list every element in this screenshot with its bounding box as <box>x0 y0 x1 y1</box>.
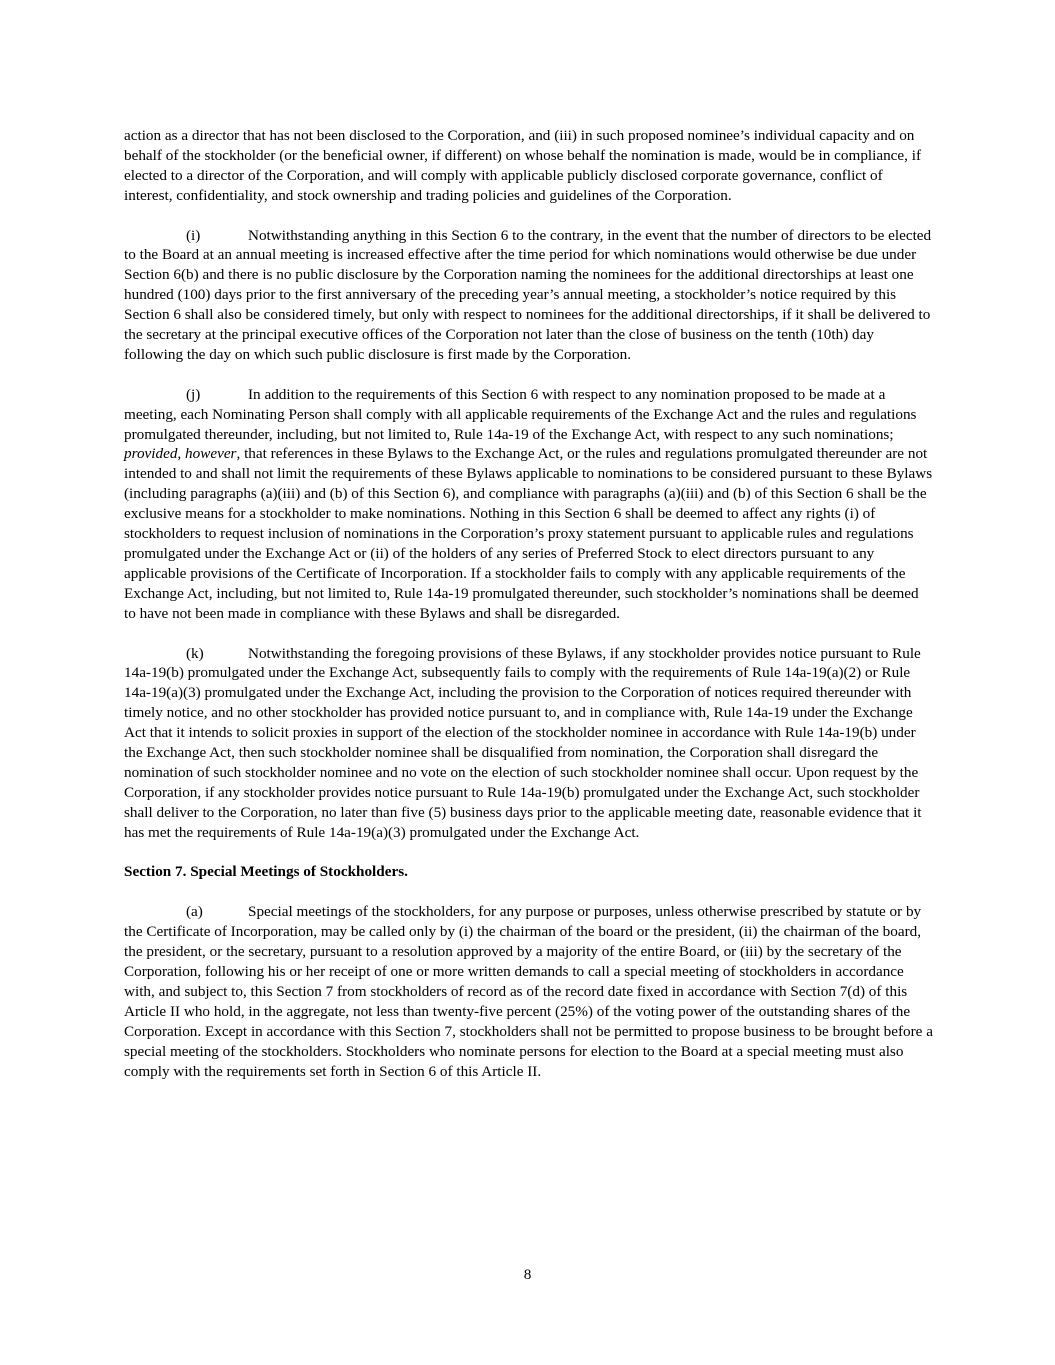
paragraph-label: (a) <box>186 903 203 921</box>
paragraph-label: (j) <box>186 385 201 403</box>
paragraph-text: Notwithstanding the foregoing provisions of these Bylaws, if any stockholder provides notice pursuant to Rule 14a-19(b) promulgated under the Exchange Act, subsequently fails to comply with the requirements of Rule 14a-19(a)(2) or Rule 14a-19(a)(3) promulgated under the Exchange Act, including the provision to the Corporation of notices required thereunder with timely notice, and no other stockholder has provided notice pursuant to, and in compliance with, Rule 14a-19 under the Exchange Act that it intends to solicit proxies in support of the election of the stockholder nominee in accordance with Rule 14a-19(b) under the Exchange Act, then such stockholder nominee shall be disqualified from nomination, the Corporation shall disregard the nomination of such stockholder nominee and no vote on the election of such stockholder nominee shall occur. Upon request by the Corporation, if any stockholder provides notice pursuant to Rule 14a-19(b) promulgated under the Exchange Act, such stockholder shall deliver to the Corporation, no later than five (5) business days prior to the applicable meeting date, reasonable evidence that it has met the requirements of Rule 14a-19(a)(3) promulgated under the Exchange Act. <box>124 644 922 841</box>
paragraph-i <box>124 226 934 365</box>
paragraph-7a <box>124 902 934 1081</box>
paragraph-label: (k) <box>186 644 204 662</box>
section-heading: Section 7. Special Meetings of Stockholders. <box>124 863 408 881</box>
paragraph-continuation: action as a director that has not been disclosed to the Corporation, and (iii) in such proposed nominee’s individual capacity and on behalf of the stockholder (or the beneficial owner, if different) on whose behalf the nomination is made, would be in compliance, if elected to a director of the Corporation, and will comply with applicable publicly disclosed corporate governance, conflict of interest, confidentiality, and stock ownership and trading policies and guidelines of the Corporation. <box>124 127 922 204</box>
paragraph-text: Notwithstanding anything in this Section 6 to the contrary, in the event that the number of directors to be elected to the Board at an annual meeting is increased effective after the time period for which nominations would otherwise be due under Section 6(b) and there is no public disclosure by the Corporation naming the nominees for the additional directorships at least one hundred (100) days prior to the first anniversary of the preceding year’s annual meeting, a stockholder’s notice required by this Section 6 shall also be considered timely, but only with respect to nominees for the additional directorships, if it shall be delivered to the secretary at the principal executive offices of the Corporation not later than the close of business on the tenth (10th) day following the day on which such public disclosure is first made by the Corporation. <box>124 226 932 363</box>
paragraph-italic-text: provided, however <box>124 445 237 463</box>
paragraph-label: (i) <box>186 226 201 244</box>
paragraph-text: In addition to the requirements of this Section 6 with respect to any nomination proposed to be made at a meeting, each Nominating Person shall comply with all applicable requirements of the Exchange Act and the rules and regulations promulgated thereunder, including, but not limited to, Rule 14a-19 of the Exchange Act, with respect to any such nominations; <box>124 385 917 443</box>
paragraph-k <box>124 644 934 843</box>
paragraph-j <box>124 385 934 624</box>
document-page <box>124 126 934 1101</box>
page-number: 8 <box>523 1266 532 1283</box>
paragraph-text: Special meetings of the stockholders, for any purpose or purposes, unless otherwise prescribed by statute or by the Certificate of Incorporation, may be called only by (i) the chairman of the board or the president, (ii) the chairman of the board, the president, or the secretary, pursuant to a resolution approved by a majority of the entire Board, or (iii) by the secretary of the Corporation, following his or her receipt of one or more written demands to call a special meeting of stockholders in accordance with, and subject to, this Section 7 from stockholders of record as of the record date fixed in accordance with Section 7(d) of this Article II who hold, in the aggregate, not less than twenty-five percent (25%) of the voting power of the outstanding shares of the Corporation. Except in accordance with this Section 7, stockholders shall not be permitted to propose business to be brought before a special meeting of the stockholders. Stockholders who nominate persons for election to the Board at a special meeting must also comply with the requirements set forth in Section 6 of this Article II. <box>124 903 933 1080</box>
paragraph-text: , that references in these Bylaws to the Exchange Act, or the rules and regulations promulgated thereunder are not intended to and shall not limit the requirements of these Bylaws applicable to nominations to be considered pursuant to these Bylaws (including paragraphs (a)(iii) and (b) of this Section 6), and compliance with paragraphs (a)(iii) and (b) of this Section 6 shall be the exclusive means for a stockholder to make nominations. Nothing in this Section 6 shall be deemed to affect any rights (i) of stockholders to request inclusion of nominations in the Corporation’s proxy statement pursuant to applicable rules and regulations promulgated under the Exchange Act or (ii) of the holders of any series of Preferred Stock to elect directors pursuant to any applicable provisions of the Certificate of Incorporation. If a stockholder fails to comply with any applicable requirements of the Exchange Act, including, but not limited to, Rule 14a-19 promulgated thereunder, such stockholder’s nominations shall be deemed to have not been made in compliance with these Bylaws and shall be disregarded. <box>124 445 933 622</box>
